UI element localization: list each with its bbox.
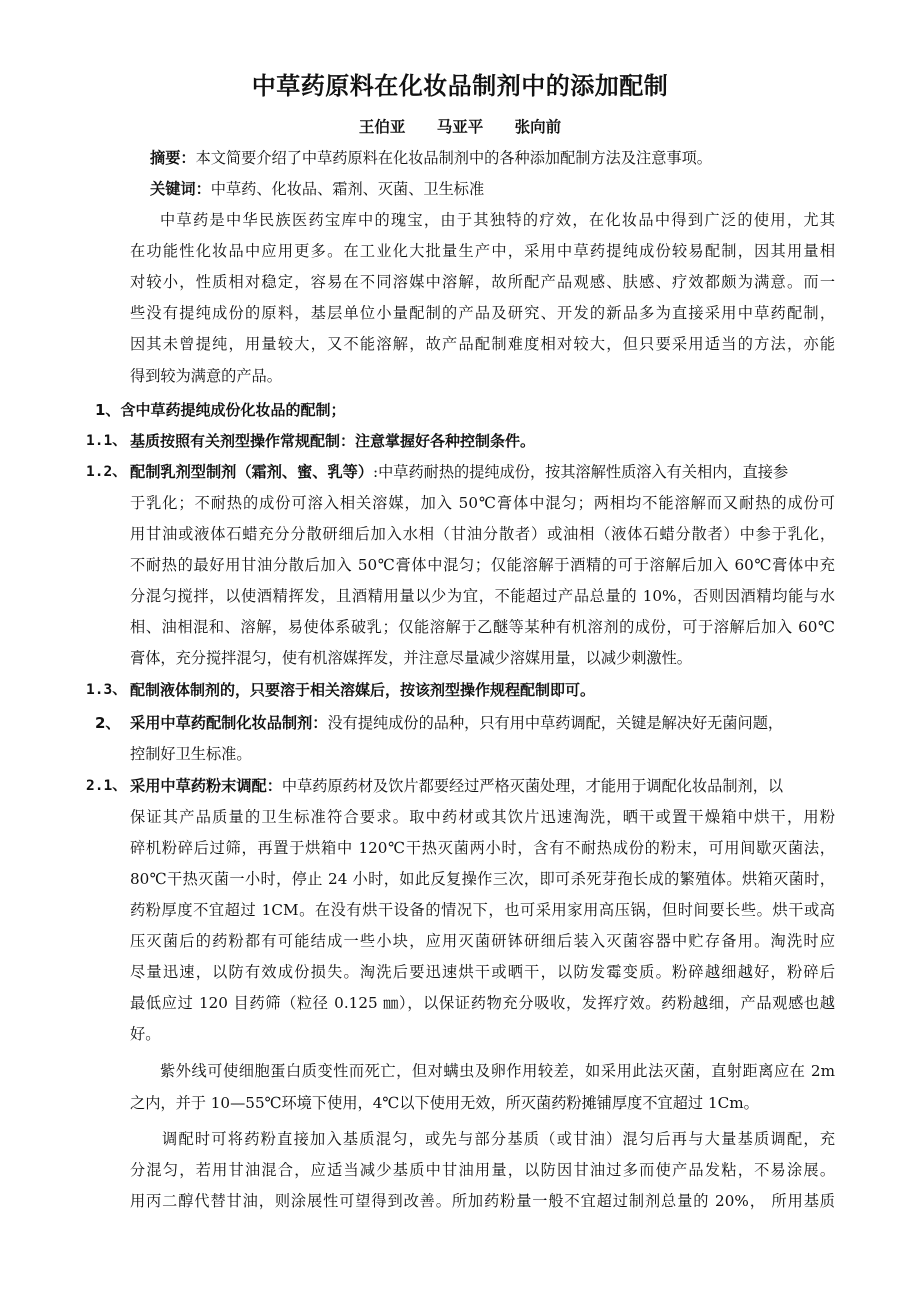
- keywords-text: 中草药、化妆品、霜剂、灭菌、卫生标准: [210, 180, 485, 198]
- paragraph-line: 在功能性化妆品中应用更多。在工业化大批量生产中，采用中草药提纯成份较易配制，因其用量相: [130, 242, 835, 260]
- section-number: 1、: [95, 401, 121, 419]
- paragraph-line: 对较小，性质相对稳定，容易在不同溶媒中溶解，故所配产品观感、肤感、疗效都颇为满意。而一: [130, 273, 835, 291]
- author-name: 马亚平: [436, 118, 484, 136]
- keywords-label: 关键词：: [150, 180, 211, 198]
- paragraph-line: 用丙二醇代替甘油，则涂展性可望得到改善。所加药粉量一般不宜超过制剂总量的 20%， 所用基质: [130, 1192, 835, 1210]
- keywords: [150, 179, 855, 199]
- paragraph-line: 相、油相混和、溶解，易使体系破乳；仅能溶解于乙醚等某种有机溶剂的成份，可于溶解后加入 60℃: [130, 618, 835, 636]
- section-heading: [95, 400, 345, 420]
- paragraph-text: :中草药耐热的提纯成份，按其溶解性质溶入有关相内，直接参: [373, 463, 789, 481]
- abstract-label: 摘要：: [150, 149, 196, 167]
- paragraph-text: 没有提纯成份的品种，只有用中草药调配，关键是解决好无菌问题，: [327, 714, 784, 732]
- paragraph-line: 压灭菌后的药粉都有可能结成一些小块，应用灭菌研钵研细后装入灭菌容器中贮存备用。淘洗时应: [130, 932, 835, 950]
- section-title: 配制乳剂型制剂（霜剂、蜜、乳等）: [130, 463, 373, 481]
- paragraph-line: 碎机粉碎后过筛，再置于烘箱中 120℃干热灭菌两小时，含有不耐热成份的粉末，可用间歇灭菌法，: [130, 839, 835, 857]
- section-number: 1.1、: [86, 433, 127, 449]
- paragraph-line: 尽量迅速，以防有效成份损失。淘洗后要迅速烘干或晒干，以防发霉变质。粉碎越细越好，粉碎后: [130, 963, 835, 981]
- paragraph-line: 分混匀，若用甘油混合，应适当减少基质中甘油用量，以防因甘油过多而使产品发粘，不易涂展。: [130, 1161, 835, 1179]
- abstract: [150, 148, 855, 168]
- paragraph-line: 好。: [130, 1025, 161, 1043]
- paragraph-line: 最低应过 120 目药筛（粒径 0.125 ㎜），以保证药物充分吸收，发挥疗效。药粉越细，产品观感也越: [130, 994, 835, 1012]
- paragraph-line: 中草药是中华民族医药宝库中的瑰宝，由于其独特的疗效，在化妆品中得到广泛的使用，尤其: [160, 211, 835, 229]
- section-title: 基质按照有关剂型操作常规配制：注意掌握好各种控制条件。: [130, 432, 536, 450]
- paragraph-line: 不耐热的最好用甘油分散后加入 50℃膏体中混匀；仅能溶解于酒精的可于溶解后加入 60℃膏体中充: [130, 556, 835, 574]
- section-title: 采用中草药配制化妆品制剂：: [130, 714, 328, 732]
- paragraph-line: 之内，并于 10—55℃环境下使用，4℃以下使用无效，所灭菌药粉摊铺厚度不宜超过 1Cm。: [130, 1094, 759, 1112]
- section-number: 1.2、: [86, 464, 127, 480]
- paragraph-line: 保证其产品质量的卫生标准符合要求。取中药材或其饮片迅速淘洗，晒干或置干燥箱中烘干，用粉: [130, 808, 835, 826]
- author-name: 张向前: [514, 118, 562, 136]
- paragraph-line: 膏体，充分搅拌混匀，使有机溶媒挥发，并注意尽量减少溶媒用量，以减少刺激性。: [130, 649, 692, 667]
- section-number: 2.1、: [86, 778, 127, 794]
- paragraph-line: 调配时可将药粉直接加入基质混匀，或先与部分基质（或甘油）混匀后再与大量基质调配，充: [162, 1130, 835, 1148]
- author-list: [0, 116, 920, 138]
- document-title: 中草药原料在化妆品制剂中的添加配制: [251, 72, 669, 100]
- section-title: 配制液体制剂的，只要溶于相关溶媒后，按该剂型操作规程配制即可。: [130, 681, 596, 699]
- paragraph-line: 于乳化；不耐热的成份可溶入相关溶媒，加入 50℃膏体中混匀；两相均不能溶解而又耐热的成份可: [130, 494, 835, 512]
- paragraph-line: [130, 462, 835, 482]
- paragraph-line: 药粉厚度不宜超过 1CM。在没有烘干设备的情况下，也可采用家用高压锅，但时间要长些。烘干或高: [130, 901, 835, 919]
- section-title: 采用中草药粉末调配：: [130, 777, 282, 795]
- abstract-text: 本文简要介绍了中草药原料在化妆品制剂中的各种添加配制方法及注意事项。: [195, 149, 712, 167]
- paragraph-line: 紫外线可使细胞蛋白质变性而死亡，但对螨虫及卵作用较差，如采用此法灭菌，直射距离应在 2m: [160, 1062, 835, 1080]
- author-name: 王伯亚: [358, 118, 406, 136]
- paragraph-line: 80℃干热灭菌一小时，停止 24 小时，如此反复操作三次，即可杀死芽孢长成的繁殖体。烘箱灭菌时，: [130, 870, 835, 888]
- paragraph-line: 些没有提纯成份的原料，基层单位小量配制的产品及研究、开发的新品多为直接采用中草药配制，: [130, 304, 835, 322]
- paragraph-line: 控制好卫生标准。: [130, 745, 252, 763]
- paragraph-line: 因其未曾提纯，用量较大，又不能溶解，故产品配制难度相对较大，但只要采用适当的方法，亦能: [130, 335, 835, 353]
- section-number: 2、: [95, 714, 121, 732]
- paragraph-line: 得到较为满意的产品。: [130, 367, 282, 385]
- paragraph-line: 分混匀搅拌，以使酒精挥发，且酒精用量以少为宜，不能超过产品总量的 10%，否则因酒精均能与水: [130, 587, 835, 605]
- section-title: 含中草药提纯成份化妆品的配制；: [120, 401, 346, 419]
- section-number: 1.3、: [86, 682, 127, 698]
- paragraph-text: 中草药原药材及饮片都要经过严格灭菌处理，才能用于调配化妆品制剂，以: [281, 777, 784, 795]
- paragraph-line: 用甘油或液体石蜡充分分散研细后加入水相（甘油分散者）或油相（液体石蜡分散者）中参于乳化，: [130, 525, 835, 543]
- paragraph-line: [130, 776, 835, 796]
- paragraph-line: [130, 713, 835, 733]
